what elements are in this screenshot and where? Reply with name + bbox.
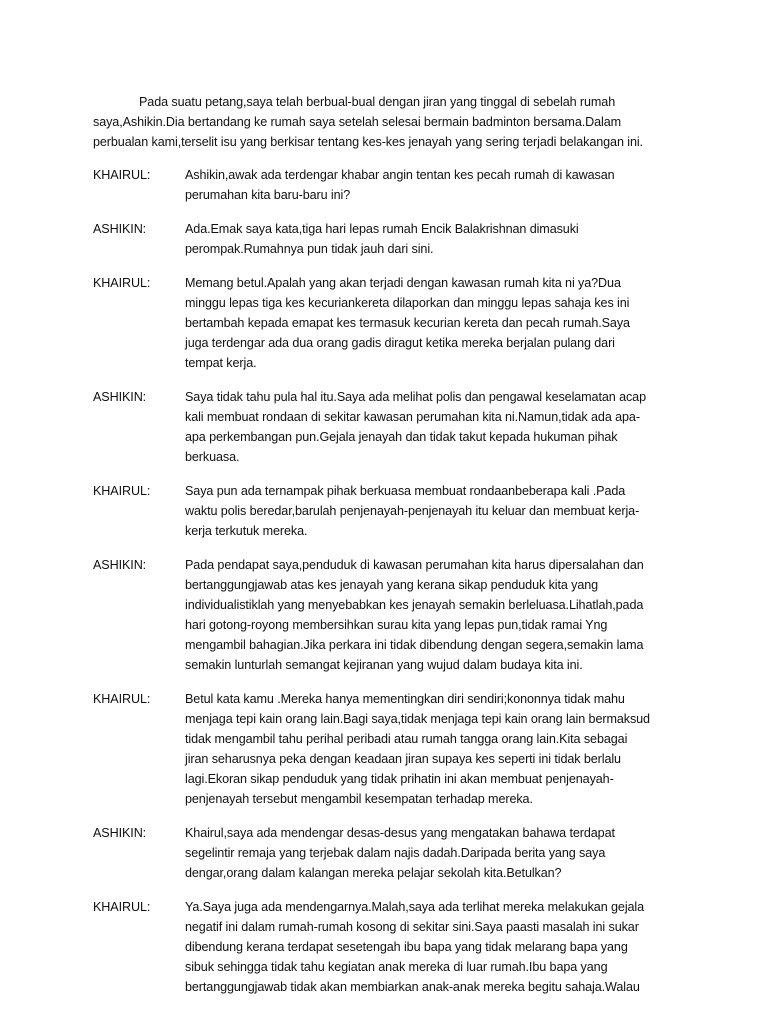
speaker-label: KHAIRUL: <box>93 692 151 706</box>
speech-text <box>185 481 693 541</box>
dialogue-turn <box>93 165 693 205</box>
speech-text <box>185 823 693 883</box>
intro-line: perbualan kami,terselit isu yang berkisar tentang kes-kes jenayah yang sering terjadi belakangan ini. <box>93 135 643 149</box>
speech-line: tidak mengambil tahu perihal peribadi atau rumah tangga orang lain.Kita sebagai <box>185 732 628 746</box>
speech-line: Ashikin,awak ada terdengar khabar angin tentan kes pecah rumah di kawasan <box>185 168 615 182</box>
speech-text <box>185 555 693 675</box>
speech-line: Khairul,saya ada mendengar desas-desus yang mengatakan bahawa terdapat <box>185 826 615 840</box>
dialogue-turn <box>93 689 693 809</box>
speech-line: individualistiklah yang menyebabkan kes jenayah semakin berleluasa.Lihatlah,pada <box>185 598 644 612</box>
speech-line: apa perkembangan pun.Gejala jenayah dan tidak takut kepada hukuman pihak <box>185 430 618 444</box>
speech-line: kerja terkutuk mereka. <box>185 524 308 538</box>
speech-line: bertambah kepada emapat kes termasuk kecurian kereta dan pecah rumah.Saya <box>185 316 630 330</box>
speech-line: jiran seharusnya peka dengan keadaan jiran supaya kes seperti ini tidak berlalu <box>185 752 621 766</box>
dialogue-turn <box>93 219 693 259</box>
speaker-label: ASHIKIN: <box>93 222 147 236</box>
speaker-label: KHAIRUL: <box>93 168 151 182</box>
speech-text <box>185 387 693 467</box>
speech-line: Betul kata kamu .Mereka hanya mementingkan diri sendiri;kononnya tidak mahu <box>185 692 625 706</box>
speech-line: waktu polis beredar,barulah penjenayah-penjenayah itu keluar dan membuat kerja- <box>185 504 640 518</box>
dialogue-turn <box>93 387 693 467</box>
speech-line: perompak.Rumahnya pun tidak jauh dari sini. <box>185 242 434 256</box>
speech-line: Ya.Saya juga ada mendengarnya.Malah,saya ada terlihat mereka melakukan gejala <box>185 900 645 914</box>
speaker-label: ASHIKIN: <box>93 558 147 572</box>
dialogue-list <box>93 165 693 1011</box>
speech-line: Saya pun ada ternampak pihak berkuasa membuat rondaanbeberapa kali .Pada <box>185 484 626 498</box>
speech-line: Pada pendapat saya,penduduk di kawasan perumahan kita harus dipersalahan dan <box>185 558 644 572</box>
speaker-label: KHAIRUL: <box>93 276 151 290</box>
speech-text <box>185 165 693 205</box>
speech-line: kali membuat rondaan di sekitar kawasan perumahan kita ni.Namun,tidak ada apa- <box>185 410 640 424</box>
speech-text <box>185 689 693 809</box>
speech-line: perumahan kita baru-baru ini? <box>185 188 351 202</box>
speech-text <box>185 897 693 997</box>
dialogue-turn <box>93 823 693 883</box>
speech-line: bertanggungjawab atas kes jenayah yang kerana sikap penduduk kita yang <box>185 578 599 592</box>
speech-line: juga terdengar ada dua orang gadis diragut ketika mereka berjalan pulang dari <box>185 336 615 350</box>
dialogue-turn <box>93 555 693 675</box>
speech-text <box>185 273 693 373</box>
dialogue-turn <box>93 897 693 997</box>
speech-line: hari gotong-royong membersihkan surau kita yang lepas pun,tidak ramai Yng <box>185 618 608 632</box>
speech-line: Saya tidak tahu pula hal itu.Saya ada melihat polis dan pengawal keselamatan acap <box>185 390 646 404</box>
dialogue-turn <box>93 481 693 541</box>
speech-line: Memang betul.Apalah yang akan terjadi dengan kawasan rumah kita ni ya?Dua <box>185 276 621 290</box>
speech-line: bertanggungjawab tidak akan membiarkan anak-anak mereka begitu sahaja.Walau <box>185 980 640 994</box>
speech-line: negatif ini dalam rumah-rumah kosong di sekitar sini.Saya paasti masalah ini sukar <box>185 920 639 934</box>
speech-line: lagi.Ekoran sikap penduduk yang tidak prihatin ini akan membuat penjenayah- <box>185 772 614 786</box>
speech-line: mengambil bahagian.Jika perkara ini tidak dibendung dengan segera,semakin lama <box>185 638 644 652</box>
speech-line: tempat kerja. <box>185 356 257 370</box>
speech-line: Ada.Emak saya kata,tiga hari lepas rumah Encik Balakrishnan dimasuki <box>185 222 579 236</box>
intro-line: Pada suatu petang,saya telah berbual-bual dengan jiran yang tinggal di sebelah rumah <box>139 95 616 109</box>
speech-line: dibendung kerana terdapat sesetengah ibu bapa yang tidak melarang bapa yang <box>185 940 628 954</box>
speech-line: semakin lunturlah semangat kejiranan yang wujud dalam budaya kita ini. <box>185 658 583 672</box>
intro-line: saya,Ashikin.Dia bertandang ke rumah saya setelah selesai bermain badminton bersama.Dalam <box>93 115 622 129</box>
speech-text <box>185 219 693 259</box>
speaker-label: ASHIKIN: <box>93 826 147 840</box>
speech-line: menjaga tepi kain orang lain.Bagi saya,tidak menjaga tepi kain orang lain bermaksud <box>185 712 650 726</box>
speech-line: dengar,orang dalam kalangan mereka pelajar sekolah kita.Betulkan? <box>185 866 562 880</box>
speaker-label: ASHIKIN: <box>93 390 147 404</box>
speech-line: berkuasa. <box>185 450 240 464</box>
intro-paragraph <box>93 92 683 152</box>
speech-line: penjenayah tersebut mengambil kesempatan terhadap mereka. <box>185 792 533 806</box>
speech-line: segelintir remaja yang terjebak dalam najis dadah.Daripada berita yang saya <box>185 846 606 860</box>
speech-line: sibuk sehingga tidak tahu kegiatan anak mereka di luar rumah.Ibu bapa yang <box>185 960 608 974</box>
speech-line: minggu lepas tiga kes kecuriankereta dilaporkan dan minggu lepas sahaja kes ini <box>185 296 630 310</box>
speaker-label: KHAIRUL: <box>93 900 151 914</box>
speaker-label: KHAIRUL: <box>93 484 151 498</box>
dialogue-turn <box>93 273 693 373</box>
